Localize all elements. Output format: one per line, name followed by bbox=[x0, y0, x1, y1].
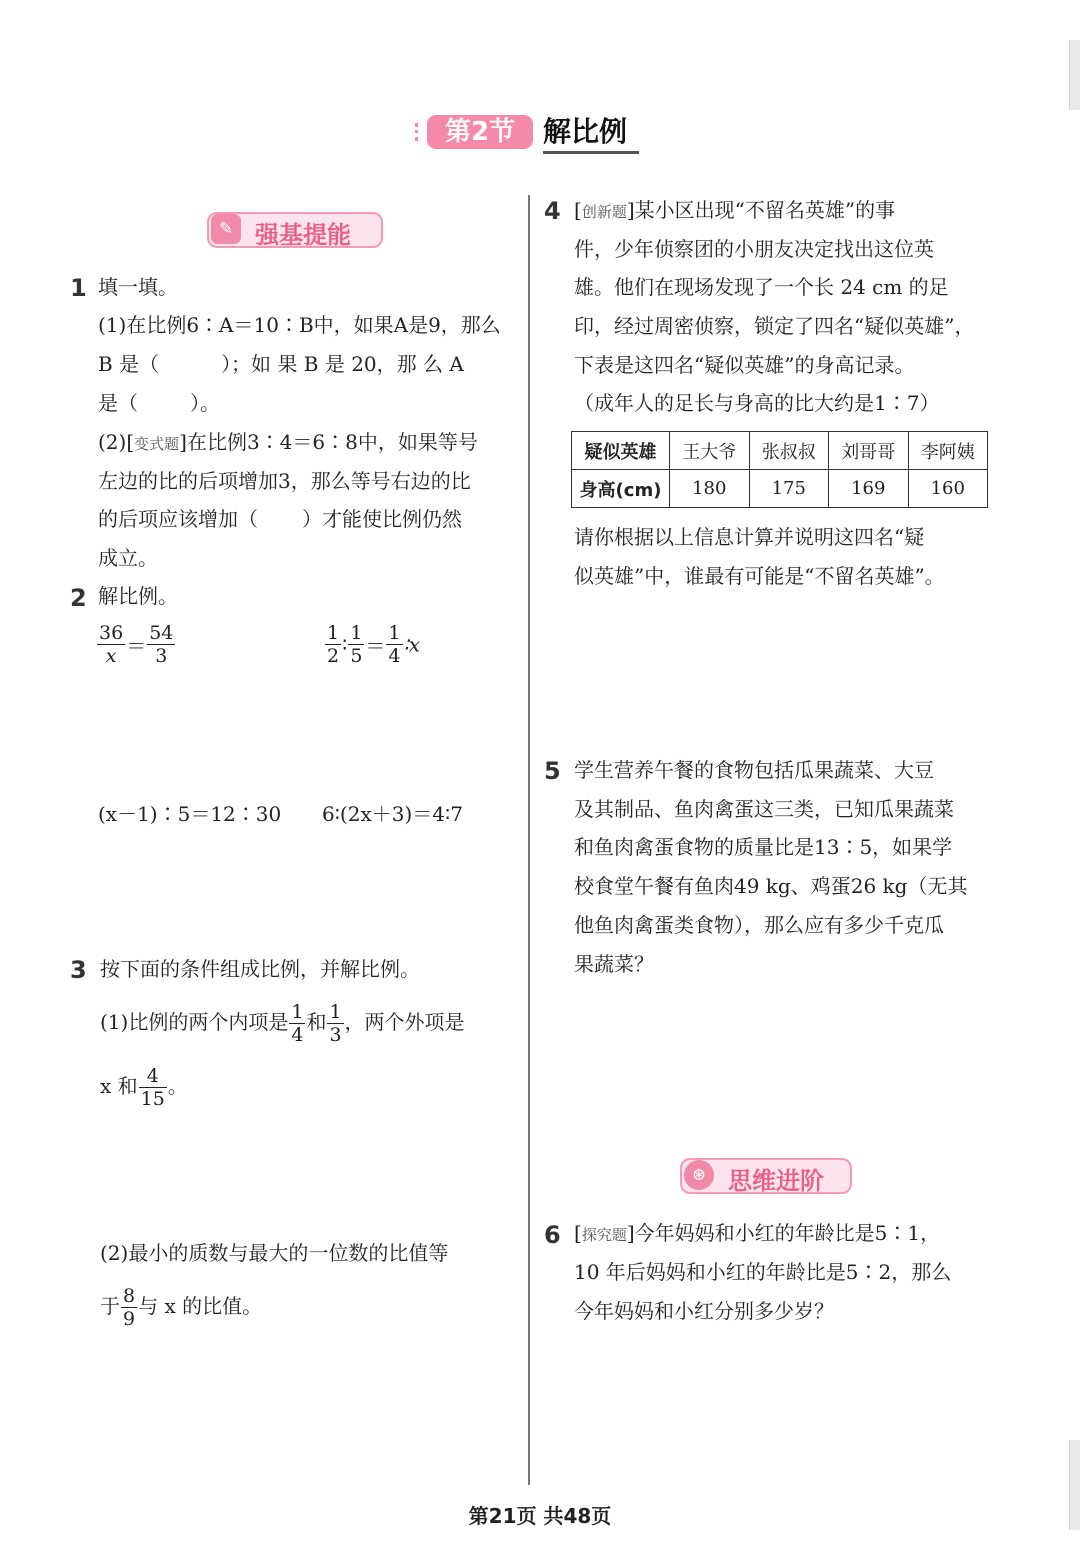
q1-part2-line3 bbox=[98, 500, 462, 539]
table-row bbox=[572, 432, 988, 470]
denominator: 2 bbox=[327, 645, 340, 667]
q5-line3: 和鱼肉禽蛋食物的质量比是13∶5，如果学 bbox=[574, 835, 953, 859]
advanced-section-label: 思维进阶 bbox=[728, 1167, 824, 1195]
advanced-section-header bbox=[680, 1158, 852, 1194]
q4-tag-open: [ bbox=[574, 198, 582, 222]
q3-part1-text-c: ，两个外项是 bbox=[344, 1010, 465, 1034]
q3-part2-line2 bbox=[100, 1284, 262, 1330]
q2-equation-2 bbox=[324, 622, 420, 667]
title-dots-decoration bbox=[415, 123, 424, 141]
denominator: 9 bbox=[123, 1308, 136, 1330]
q1-part1-line2a: B 是（ bbox=[98, 352, 160, 376]
q6-tag-open: [ bbox=[574, 1221, 582, 1245]
table-cell: 李阿姨 bbox=[908, 432, 988, 470]
q1-part2-line2: 左边的比的后项增加3，那么等号右边的比 bbox=[98, 469, 471, 493]
denominator: x bbox=[105, 645, 117, 667]
table-row bbox=[572, 470, 988, 508]
section-badge: 第2节 bbox=[427, 115, 533, 149]
q1-part1-line3a: 是（ bbox=[98, 391, 138, 415]
q2-title: 解比例。 bbox=[98, 584, 178, 608]
equals-sign: ＝ bbox=[365, 634, 386, 658]
numerator: 4 bbox=[139, 1065, 167, 1088]
q6-line1-text: ]今年妈妈和小红的年龄比是5∶1， bbox=[626, 1221, 941, 1245]
q1-part2-open: (2)[ bbox=[98, 430, 135, 454]
q1-part1-line2b: ）；如 果 B 是 20，那 么 A bbox=[221, 352, 464, 376]
q3-part2-text-b: 与 x 的比值。 bbox=[138, 1294, 263, 1318]
denominator: 3 bbox=[329, 1024, 342, 1046]
fraction bbox=[139, 1065, 167, 1110]
q5-line1: 学生营养午餐的食物包括瓜果蔬菜、大豆 bbox=[574, 758, 934, 782]
q3-part1-line1 bbox=[100, 1000, 465, 1046]
medal-icon: ⊛ bbox=[684, 1160, 714, 1190]
q5-line5: 他鱼肉禽蛋类食物），那么应有多少千克瓜 bbox=[574, 913, 944, 937]
q3-number: 3 bbox=[70, 956, 87, 984]
fraction bbox=[327, 1001, 343, 1046]
q3-part1-line2 bbox=[100, 1064, 188, 1110]
basic-section-header bbox=[207, 212, 383, 248]
q4-line4: 印，经过周密侦察，锁定了四名“疑似英雄”， bbox=[574, 314, 975, 338]
fraction bbox=[147, 622, 175, 667]
ratio-colon: ∶ bbox=[342, 632, 348, 657]
denominator: 3 bbox=[155, 645, 168, 667]
q1-part2-line1 bbox=[98, 423, 478, 464]
table-cell: 王大爷 bbox=[670, 432, 750, 470]
q1-part1-line2 bbox=[98, 345, 464, 384]
numerator: 1 bbox=[327, 622, 340, 644]
q5-number: 5 bbox=[544, 757, 561, 785]
q4-line1-text: ]某小区出现“不留名英雄”的事 bbox=[626, 198, 896, 222]
q3-part2-text-a: 于 bbox=[100, 1294, 120, 1318]
innovation-tag: 创新题 bbox=[581, 203, 627, 221]
table-cell: 疑似英雄 bbox=[572, 432, 670, 470]
q3-part1-text-a: (1)比例的两个内项是 bbox=[100, 1010, 289, 1034]
q3-part1-text-d: x 和 bbox=[100, 1074, 138, 1098]
q4-line2: 件，少年侦察团的小朋友决定找出这位英 bbox=[574, 237, 934, 261]
table-cell: 180 bbox=[670, 470, 750, 508]
q4-line6: （成年人的足长与身高的比大约是1∶7） bbox=[574, 391, 940, 415]
q1-part1-line1: (1)在比例6∶A＝10∶B中，如果A是9，那么 bbox=[98, 313, 501, 337]
q3-title: 按下面的条件组成比例，并解比例。 bbox=[100, 957, 420, 981]
q5-line2: 及其制品、鱼肉禽蛋这三类，已知瓜果蔬菜 bbox=[574, 797, 954, 821]
denominator: 15 bbox=[140, 1088, 165, 1110]
q4-line1 bbox=[574, 191, 895, 232]
q1-part2-line3a: 的后项应该增加（ bbox=[98, 507, 258, 531]
equals-sign: ＝ bbox=[126, 634, 147, 658]
q6-line1 bbox=[574, 1214, 940, 1255]
q1-number: 1 bbox=[70, 274, 87, 302]
table-cell: 刘哥哥 bbox=[829, 432, 909, 470]
fraction bbox=[97, 622, 125, 667]
table-cell: 169 bbox=[829, 470, 909, 508]
fraction bbox=[289, 1001, 305, 1046]
numerator: 1 bbox=[350, 622, 363, 644]
denominator: 5 bbox=[350, 645, 363, 667]
denominator: 4 bbox=[388, 645, 401, 667]
q1-part1-line3 bbox=[98, 384, 220, 423]
table-cell: 175 bbox=[749, 470, 829, 508]
q2-equation-4: 6∶(2x＋3)＝4∶7 bbox=[322, 802, 463, 826]
q6-line3: 今年妈妈和小红分别多少岁？ bbox=[574, 1299, 834, 1323]
fraction bbox=[325, 622, 341, 667]
numerator: 36 bbox=[99, 622, 124, 644]
q2-number: 2 bbox=[70, 584, 87, 612]
fraction bbox=[348, 622, 364, 667]
q1-part2-line4: 成立。 bbox=[98, 546, 158, 570]
q1-title: 填一填。 bbox=[98, 275, 178, 299]
page-footer: 第21页 共48页 bbox=[468, 1504, 612, 1528]
fraction bbox=[386, 622, 402, 667]
numerator: 1 bbox=[329, 1001, 342, 1023]
height-table bbox=[571, 431, 988, 508]
basic-section-label: 强基提能 bbox=[255, 221, 351, 249]
q5-line6: 果蔬菜？ bbox=[574, 952, 654, 976]
q4-line7: 请你根据以上信息计算并说明这四名“疑 bbox=[574, 525, 925, 549]
numerator: 54 bbox=[149, 622, 174, 644]
q5-line4: 校食堂午餐有鱼肉49 kg、鸡蛋26 kg（无其 bbox=[574, 874, 968, 898]
q2-equation-1 bbox=[96, 622, 176, 667]
q6-number: 6 bbox=[544, 1221, 561, 1249]
q1-part1-line3b: ）。 bbox=[190, 391, 220, 415]
q4-line5: 下表是这四名“疑似英雄”的身高记录。 bbox=[574, 353, 915, 377]
q6-line2: 10 年后妈妈和小红的年龄比是5∶2，那么 bbox=[574, 1260, 952, 1284]
q3-part2-line1: (2)最小的质数与最大的一位数的比值等 bbox=[100, 1241, 449, 1265]
numerator: 8 bbox=[123, 1285, 136, 1307]
table-cell: 张叔叔 bbox=[749, 432, 829, 470]
q3-part1-text-e: 。 bbox=[167, 1074, 188, 1098]
page-edge-upper bbox=[1069, 40, 1080, 110]
fraction bbox=[121, 1285, 137, 1330]
q1-part2-line3b: ）才能使比例仍然 bbox=[302, 507, 462, 531]
q2-equation-3: (x－1)∶5＝12∶30 bbox=[98, 802, 282, 826]
denominator: 4 bbox=[291, 1024, 304, 1046]
q4-number: 4 bbox=[544, 197, 561, 225]
table-cell: 160 bbox=[908, 470, 988, 508]
numerator: 1 bbox=[291, 1001, 304, 1023]
q1-part2-text: ]在比例3∶4＝6∶8中，如果等号 bbox=[179, 430, 478, 454]
table-cell: 身高(cm) bbox=[572, 470, 670, 508]
explore-tag: 探究题 bbox=[581, 1226, 627, 1244]
q4-line8: 似英雄”中，谁最有可能是“不留名英雄”。 bbox=[574, 564, 945, 588]
equation-tail: ∶x bbox=[403, 632, 420, 657]
section-title-text: 解比例 bbox=[543, 113, 639, 154]
variant-tag: 变式题 bbox=[134, 435, 180, 453]
pencil-icon: ✎ bbox=[211, 214, 241, 244]
column-divider bbox=[528, 195, 530, 1485]
numerator: 1 bbox=[388, 622, 401, 644]
q4-line3: 雄。他们在现场发现了一个长 24 cm 的足 bbox=[574, 275, 949, 299]
q3-part1-text-b: 和 bbox=[306, 1010, 327, 1034]
